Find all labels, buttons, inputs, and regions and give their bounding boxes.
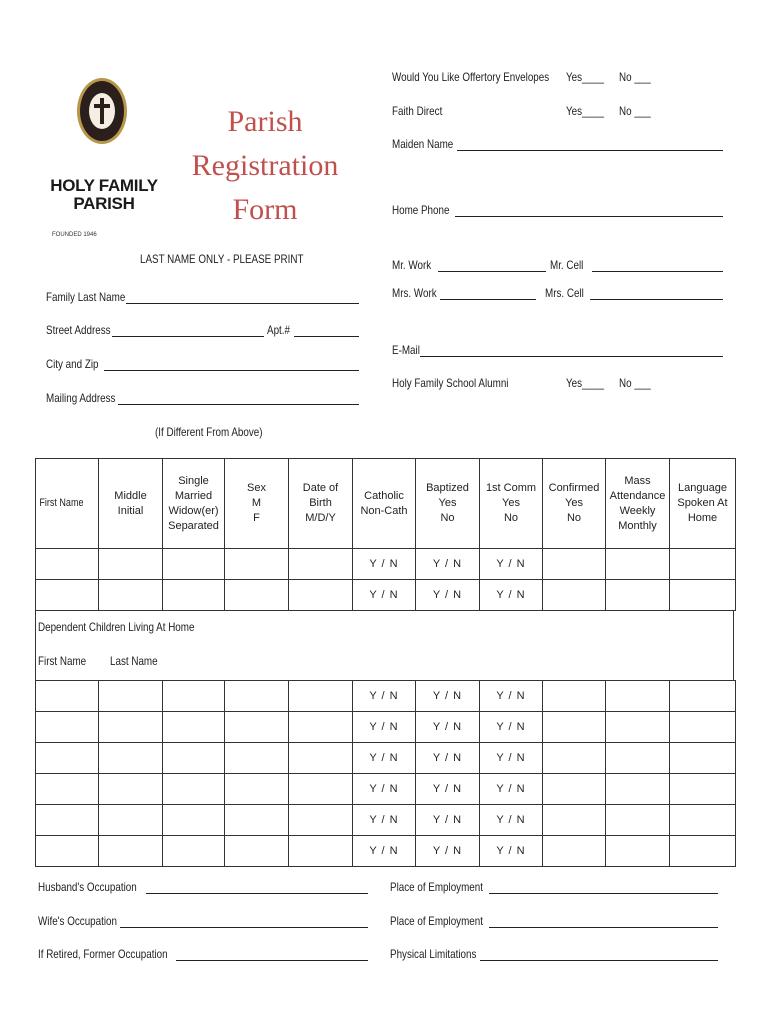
cell[interactable] [606, 774, 670, 805]
baptized-yn[interactable]: Y / N [416, 836, 480, 867]
catholic-yn[interactable]: Y / N [353, 681, 416, 712]
wife-occupation-label: Wife's Occupation [38, 914, 117, 928]
cell[interactable] [289, 549, 353, 580]
street-address-field[interactable] [112, 336, 264, 337]
cell[interactable] [543, 743, 606, 774]
cell[interactable] [163, 580, 225, 611]
offertory-label: Would You Like Offertory Envelopes [392, 70, 550, 84]
cell[interactable] [99, 712, 163, 743]
table-row [36, 712, 736, 743]
apt-field[interactable] [294, 336, 359, 337]
faith-direct-no[interactable]: No ___ [619, 104, 651, 118]
cell[interactable] [163, 805, 225, 836]
cell[interactable] [163, 743, 225, 774]
family-members-table [35, 458, 736, 611]
catholic-yn[interactable]: Y / N [353, 774, 416, 805]
cell[interactable] [543, 580, 606, 611]
header-catholic: Catholic Non-Cath [353, 459, 416, 549]
alumni-yes[interactable]: Yes____ [566, 376, 604, 390]
communion-yn[interactable]: Y / N [480, 774, 543, 805]
baptized-yn[interactable]: Y / N [416, 681, 480, 712]
cell[interactable] [606, 805, 670, 836]
mr-work-label: Mr. Work [392, 258, 432, 272]
table-row [36, 681, 736, 712]
baptized-yn[interactable]: Y / N [416, 549, 480, 580]
cell[interactable] [289, 743, 353, 774]
cell[interactable] [543, 712, 606, 743]
cell[interactable] [36, 743, 99, 774]
communion-yn[interactable]: Y / N [480, 743, 543, 774]
alumni-no[interactable]: No ___ [619, 376, 651, 390]
cell[interactable] [543, 836, 606, 867]
cell[interactable] [289, 774, 353, 805]
cell[interactable] [225, 681, 289, 712]
faith-direct-yes[interactable]: Yes____ [566, 104, 604, 118]
catholic-yn[interactable]: Y / N [353, 836, 416, 867]
cell[interactable] [36, 681, 99, 712]
cell[interactable] [163, 549, 225, 580]
wife-occupation-field[interactable] [120, 927, 368, 928]
cell[interactable] [289, 681, 353, 712]
communion-yn[interactable]: Y / N [480, 580, 543, 611]
mailing-address-field[interactable] [118, 404, 359, 405]
parish-logo [44, 74, 164, 244]
cell[interactable] [163, 774, 225, 805]
street-address-label: Street Address [46, 323, 111, 337]
title-line1: Parish Registration [191, 105, 339, 182]
cell[interactable] [99, 805, 163, 836]
cell[interactable] [289, 712, 353, 743]
cell[interactable] [225, 743, 289, 774]
table-row [36, 549, 736, 580]
mailing-address-label: Mailing Address [46, 391, 116, 405]
faith-direct-label: Faith Direct [392, 104, 443, 118]
dependents-table [35, 680, 736, 867]
cell[interactable] [606, 580, 670, 611]
logo-name-line2: PARISH [73, 194, 135, 213]
communion-yn[interactable]: Y / N [480, 681, 543, 712]
cell[interactable] [289, 580, 353, 611]
baptized-yn[interactable]: Y / N [416, 580, 480, 611]
mr-cell-field[interactable] [592, 271, 723, 272]
wife-employment-field[interactable] [489, 927, 718, 928]
cell[interactable] [670, 549, 736, 580]
cell[interactable] [543, 549, 606, 580]
cell[interactable] [670, 712, 736, 743]
city-zip-field[interactable] [104, 370, 359, 371]
header-sex: Sex M F [225, 459, 289, 549]
baptized-yn[interactable]: Y / N [416, 805, 480, 836]
cell[interactable] [670, 805, 736, 836]
mr-work-field[interactable] [438, 271, 546, 272]
cell[interactable] [670, 743, 736, 774]
table-row [36, 805, 736, 836]
mr-cell-label: Mr. Cell [550, 258, 584, 272]
physical-limitations-field[interactable] [480, 960, 718, 961]
baptized-yn[interactable]: Y / N [416, 774, 480, 805]
cell[interactable] [36, 836, 99, 867]
communion-yn[interactable]: Y / N [480, 549, 543, 580]
cell[interactable] [543, 805, 606, 836]
cell[interactable] [163, 681, 225, 712]
mrs-work-field[interactable] [440, 299, 536, 300]
wife-employment-label: Place of Employment [390, 914, 483, 928]
cell[interactable] [36, 805, 99, 836]
cell[interactable] [36, 549, 99, 580]
cell[interactable] [99, 681, 163, 712]
retired-occupation-field[interactable] [176, 960, 368, 961]
header-middle-initial: Middle Initial [99, 459, 163, 549]
dep-last-name-label: Last Name [110, 654, 158, 668]
cell[interactable] [606, 712, 670, 743]
communion-yn[interactable]: Y / N [480, 712, 543, 743]
cell[interactable] [225, 836, 289, 867]
header-mass-attendance: Mass Attendance Weekly Monthly [606, 459, 670, 549]
mrs-cell-label: Mrs. Cell [545, 286, 584, 300]
cell[interactable] [225, 549, 289, 580]
parish-seal-icon [77, 78, 127, 144]
catholic-yn[interactable]: Y / N [353, 549, 416, 580]
cell[interactable] [606, 549, 670, 580]
header-language: Language Spoken At Home [670, 459, 736, 549]
email-field[interactable] [420, 356, 723, 357]
cell[interactable] [36, 580, 99, 611]
husband-employment-label: Place of Employment [390, 880, 483, 894]
home-phone-field[interactable] [455, 216, 723, 217]
communion-yn[interactable]: Y / N [480, 836, 543, 867]
catholic-yn[interactable]: Y / N [353, 805, 416, 836]
cell[interactable] [99, 743, 163, 774]
header-confirmed: Confirmed Yes No [543, 459, 606, 549]
cell[interactable] [606, 681, 670, 712]
maiden-name-label: Maiden Name [392, 137, 454, 151]
cell[interactable] [36, 712, 99, 743]
mrs-work-label: Mrs. Work [392, 286, 437, 300]
cell[interactable] [670, 774, 736, 805]
logo-name-line1: HOLY FAMILY [50, 176, 158, 195]
dep-first-name-label: First Name [38, 654, 87, 668]
catholic-yn[interactable]: Y / N [353, 580, 416, 611]
header-first-communion: 1st Comm Yes No [480, 459, 543, 549]
offertory-no[interactable]: No ___ [619, 70, 651, 84]
email-label: E-Mail [392, 343, 420, 357]
title-line2: Form [232, 193, 298, 226]
baptized-yn[interactable]: Y / N [416, 712, 480, 743]
husband-occupation-field[interactable] [146, 893, 368, 894]
cell[interactable] [543, 681, 606, 712]
cell[interactable] [163, 712, 225, 743]
husband-employment-field[interactable] [489, 893, 718, 894]
header-marital-status: Single Married Widow(er) Separated [163, 459, 225, 549]
cell[interactable] [543, 774, 606, 805]
retired-occupation-label: If Retired, Former Occupation [38, 947, 168, 961]
header-first-name: First Name [36, 459, 99, 549]
cell[interactable] [225, 805, 289, 836]
table-row [36, 743, 736, 774]
table-row [36, 836, 736, 867]
cell[interactable] [163, 836, 225, 867]
cell[interactable] [289, 836, 353, 867]
cell[interactable] [99, 580, 163, 611]
physical-limitations-label: Physical Limitations [390, 947, 477, 961]
baptized-yn[interactable]: Y / N [416, 743, 480, 774]
cell[interactable] [225, 580, 289, 611]
offertory-yes[interactable]: Yes____ [566, 70, 604, 84]
husband-occupation-label: Husband's Occupation [38, 880, 137, 894]
maiden-name-field[interactable] [457, 150, 723, 151]
cell[interactable] [99, 774, 163, 805]
cell[interactable] [670, 580, 736, 611]
if-different-note: (If Different From Above) [155, 425, 263, 439]
city-zip-label: City and Zip [46, 357, 99, 371]
header-date-of-birth: Date of Birth M/D/Y [289, 459, 353, 549]
cell[interactable] [670, 681, 736, 712]
cell[interactable] [99, 549, 163, 580]
alumni-label: Holy Family School Alumni [392, 376, 509, 390]
cell[interactable] [225, 712, 289, 743]
print-note: LAST NAME ONLY - PLEASE PRINT [140, 252, 304, 266]
table-header-row [36, 459, 736, 549]
catholic-yn[interactable]: Y / N [353, 712, 416, 743]
cell[interactable] [289, 805, 353, 836]
table-row [36, 580, 736, 611]
logo-founded: FOUNDED 1946 [52, 232, 97, 238]
apt-label: Apt.# [267, 323, 290, 337]
table-row [36, 774, 736, 805]
cell[interactable] [36, 774, 99, 805]
catholic-yn[interactable]: Y / N [353, 743, 416, 774]
cell[interactable] [606, 743, 670, 774]
cell[interactable] [99, 836, 163, 867]
page-title [170, 100, 360, 232]
family-last-name-field[interactable] [126, 303, 359, 304]
cell[interactable] [225, 774, 289, 805]
dependents-title: Dependent Children Living At Home [38, 620, 195, 634]
cell[interactable] [606, 836, 670, 867]
mrs-cell-field[interactable] [590, 299, 723, 300]
cell[interactable] [670, 836, 736, 867]
home-phone-label: Home Phone [392, 203, 450, 217]
header-baptized: Baptized Yes No [416, 459, 480, 549]
family-last-name-label: Family Last Name [46, 290, 126, 304]
communion-yn[interactable]: Y / N [480, 805, 543, 836]
